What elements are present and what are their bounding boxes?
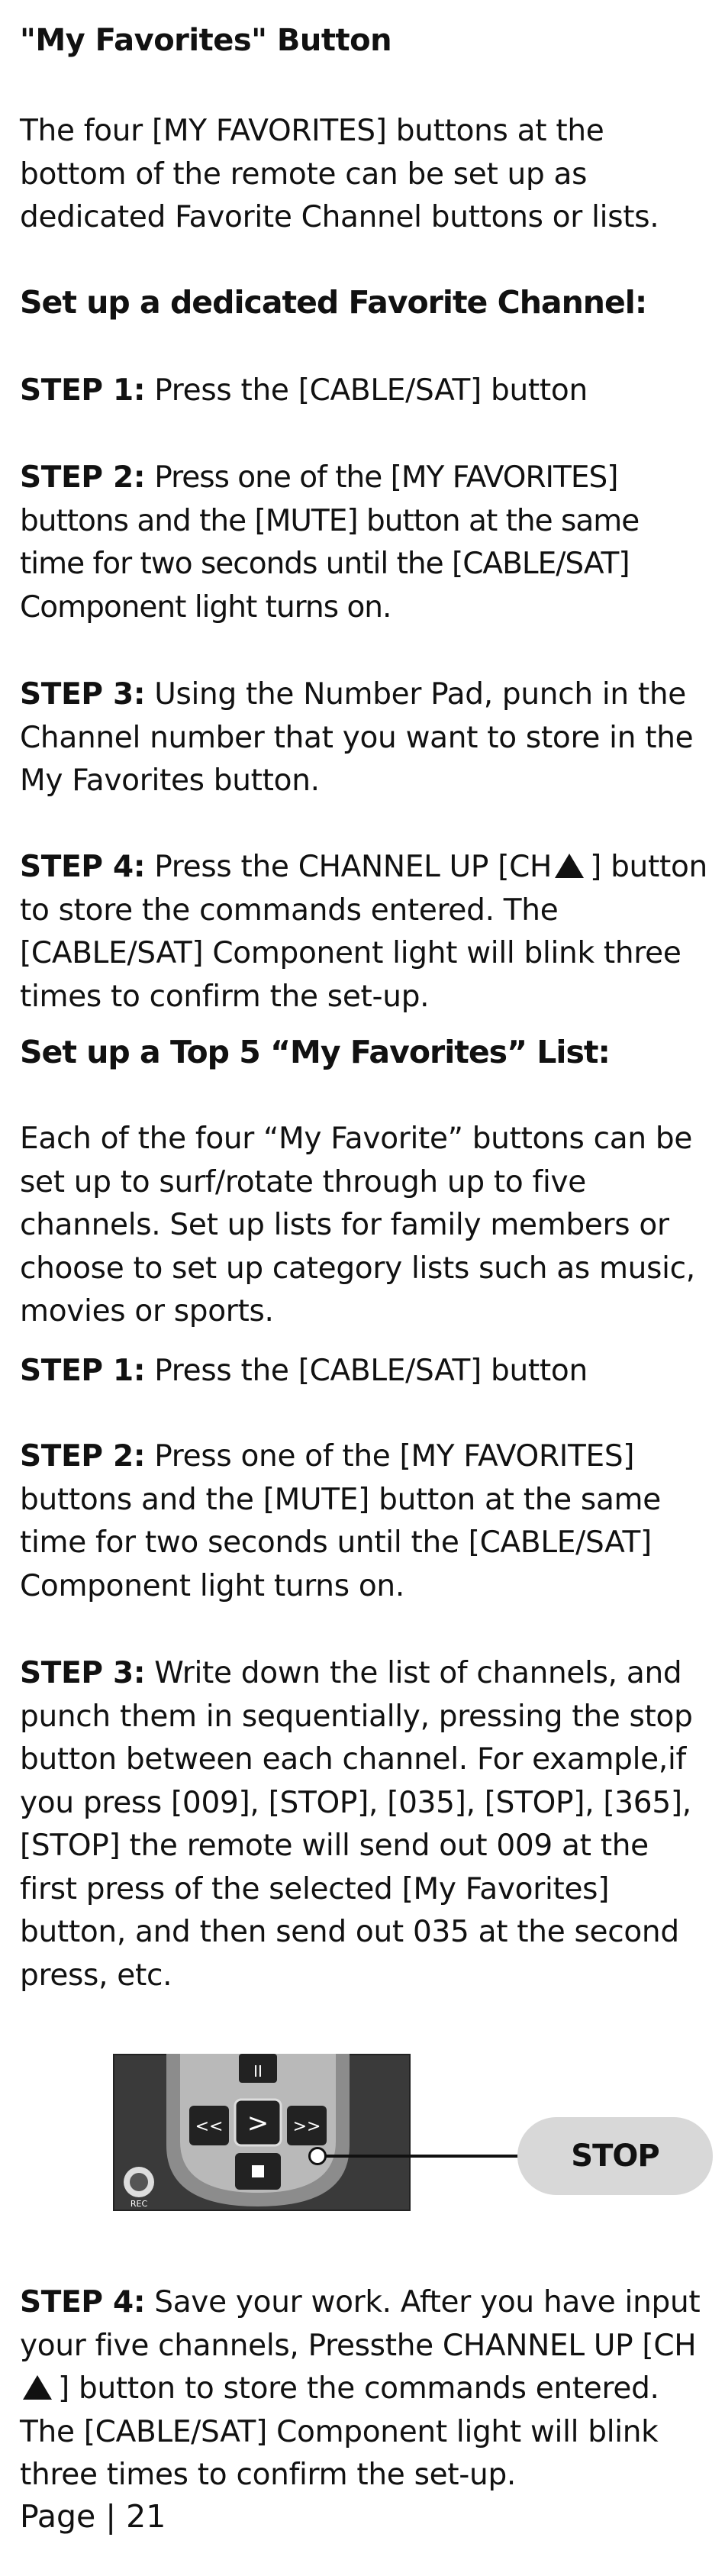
pause-glyph: II [253, 2062, 263, 2080]
step-text: Press one of the [MY FAVORITES] buttons and the [MUTE] button at the same time for two seconds until the [CABLE/SAT] Component light turns on. [20, 1439, 661, 1603]
rewind-glyph: << [195, 2117, 224, 2136]
section1-step4 [20, 846, 710, 1018]
callout-dot [308, 2147, 327, 2165]
up-triangle-icon [555, 854, 584, 878]
page-number: Page | 21 [20, 2498, 166, 2535]
step-text: Using the Number Pad, punch in the Channel number that you want to store in the My Favorites button. [20, 677, 694, 798]
step-label: STEP 3: [20, 677, 146, 712]
step-label: STEP 4: [20, 850, 146, 884]
step-text-before: Press the CHANNEL UP [CH [154, 850, 553, 884]
intro-paragraph: The four [MY FAVORITES] buttons at the bottom of the remote can be set up as dedicated Favorite Channel buttons or lists. [20, 114, 659, 234]
step-text-before: Save your work. After you have input your five channels, Pressthe CHANNEL UP [CH [20, 2285, 701, 2363]
section2-step1 [20, 1350, 710, 1393]
section2-step2 [20, 1435, 710, 1608]
section1-step2 [20, 457, 710, 629]
callout-line [316, 2155, 534, 2158]
section1-step1 [20, 370, 710, 413]
section2-heading: Set up a Top 5 “My Favorites” List: [20, 1034, 610, 1070]
step-text: Write down the list of channels, and punch them in sequentially, pressing the stop button between each channel. For example,if you press [009], [STOP], [035], [STOP], [365], [STOP] the remote will send out 009 at the first press of the selected [My Favorites] button, and then send out 035 at the second press, etc. [20, 1656, 693, 1993]
page-title: "My Favorites" Button [20, 23, 392, 58]
remote-control-figure [113, 2054, 411, 2211]
stop-callout-label: STOP [517, 2117, 713, 2195]
up-triangle-icon [23, 2375, 52, 2400]
step-text-after: ] button to store the commands entered. The [CABLE/SAT] Component light will blink three times to confirm the set-up. [20, 2371, 659, 2492]
step-text: Press the [CABLE/SAT] button [154, 373, 588, 408]
section1-step3 [20, 673, 710, 803]
step-text: Press the [CABLE/SAT] button [154, 1354, 588, 1388]
section2-step4 [20, 2281, 710, 2497]
section1-heading: Set up a dedicated Favorite Channel: [20, 284, 647, 321]
step-label: STEP 2: [20, 460, 146, 495]
step-text: Press one of the [MY FAVORITES] buttons and the [MUTE] button at the same time for two seconds until the [CABLE/SAT] Component light turns on. [20, 460, 640, 625]
stop-square-icon [252, 2165, 264, 2177]
step-label: STEP 1: [20, 1354, 146, 1388]
step-label: STEP 3: [20, 1656, 146, 1690]
rec-label: REC [130, 2199, 148, 2209]
step-label: STEP 2: [20, 1439, 146, 1474]
section2-step3 [20, 1652, 710, 1997]
section2-intro: Each of the four “My Favorite” buttons can be set up to surf/rotate through up to five channels. Set up lists for family members or choose to set up category lists such as music, movies or sports. [20, 1122, 695, 1328]
step-label: STEP 1: [20, 373, 146, 408]
fast-forward-glyph: >> [292, 2117, 321, 2136]
step-text-after: ] button to store the commands entered. The [CABLE/SAT] Component light will blink three times to confirm the set-up. [20, 850, 707, 1014]
play-glyph: > [246, 2108, 269, 2139]
step-label: STEP 4: [20, 2285, 146, 2319]
